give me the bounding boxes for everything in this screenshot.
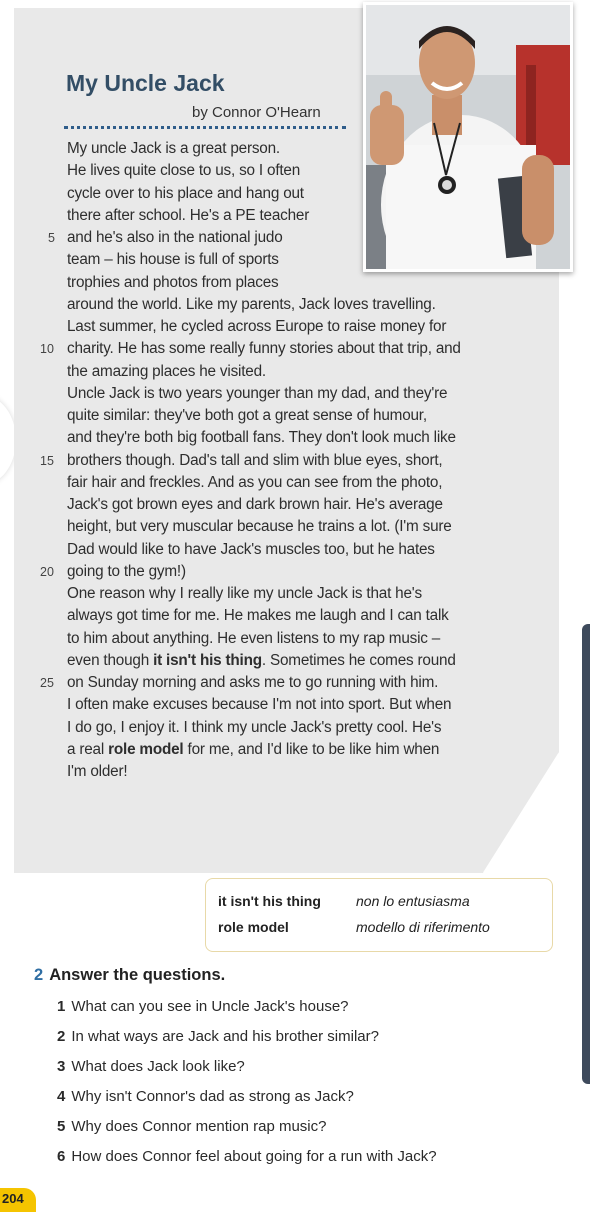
article-line [67,183,304,205]
article-line [67,450,442,472]
article-line [67,383,447,405]
article-line [67,160,300,182]
article-line-text: He lives quite close to us, so I often [67,162,301,180]
article-line-text: going to the gym!) [67,562,186,580]
question-item [57,1118,326,1135]
article-line [67,472,442,494]
glossary-highlight: it isn't his thing [153,651,262,669]
question-text: In what ways are Jack and his brother similar? [71,1028,379,1045]
article-line-text: fair hair and freckles. And as you can see from the photo, [67,473,443,491]
question-number: 5 [57,1118,66,1135]
article-line-text: charity. He has some really funny stories about that trip, and [67,340,461,358]
article-line [67,205,309,227]
article-line-text: the amazing places he visited. [67,362,266,380]
article-line-text: and they're both big football fans. They don't look much like [67,429,456,447]
decorative-circle [0,395,16,485]
article-line-text: for me, and I'd like to be like him when [183,740,440,758]
article-line [67,494,443,516]
article-line-text: there after school. He's a PE teacher [67,206,310,224]
article-line-text: I do go, I enjoy it. I think my uncle Jack's pretty cool. He's [67,718,442,736]
exercise-heading-text: Answer the questions. [49,966,226,984]
article-line [67,761,127,783]
line-number: 5 [48,231,55,245]
page-number: 204 [0,1188,36,1212]
article-line-text: brothers though. Dad's tall and slim with blue eyes, short, [67,451,443,469]
dotted-divider [64,126,346,129]
glossary-box [205,878,553,952]
photo-illustration [366,5,570,269]
article-line-text: I'm older! [67,763,128,780]
article-line [67,138,280,160]
article-line-text: to him about anything. He even listens to my rap music – [67,629,441,647]
article-line-text: Dad would like to have Jack's muscles too, but he hates [67,540,435,558]
question-item [57,1148,437,1165]
question-text: Why isn't Connor's dad as strong as Jack? [71,1088,354,1105]
question-number: 3 [57,1058,66,1075]
article-line [67,294,436,316]
line-number: 20 [40,564,54,579]
article-line-text: height, but very muscular because he trains a lot. (I'm sure [67,518,452,536]
article-title: My Uncle Jack [66,70,225,96]
article-line [67,227,283,249]
article-line [67,539,435,561]
line-number: 15 [40,453,54,468]
article-line [67,694,451,716]
article-line-text: trophies and photos from places [67,273,279,291]
uncle-jack-photo [363,2,573,272]
article-line-text: One reason why I really like my uncle Jack is that he's [67,585,422,602]
article-line-text: . Sometimes he comes round [261,651,456,669]
article-line-text: cycle over to his place and hang out [67,184,304,202]
question-text: How does Connor feel about going for a run with Jack? [71,1148,437,1165]
question-text: What does Jack look like? [71,1058,245,1075]
article-line [67,249,279,271]
question-text: Why does Connor mention rap music? [71,1118,327,1135]
article-line-text: always got time for me. He makes me laugh and I can talk [67,607,449,625]
question-number: 2 [57,1028,66,1045]
article-line-text: and he's also in the national judo [67,229,283,246]
article-line-text: My uncle Jack is a great person. [67,140,280,157]
article-line [67,427,456,449]
article-line-text: Jack's got brown eyes and dark brown hair. He's average [67,496,443,513]
article-line-text: around the world. Like my parents, Jack loves travelling. [67,295,436,313]
article-line-text: Uncle Jack is two years younger than my dad, and they're [67,384,448,402]
question-number: 6 [57,1148,66,1165]
glossary-translation: non lo entusiasma [356,893,470,909]
article-line-text: team – his house is full of sports [67,251,279,269]
glossary-term: it isn't his thing [218,893,321,909]
article-line-text: Last summer, he cycled across Europe to raise money for [67,318,447,335]
article-line-text: quite similar: they've both got a great sense of humour, [67,407,427,424]
glossary-term: role model [218,919,289,935]
question-item [57,1058,245,1075]
question-item [57,1028,379,1045]
article-line-text: I often make excuses because I'm not into sport. But when [67,696,452,714]
article-line [67,338,461,360]
article-line [67,605,449,627]
side-tab [582,624,590,1084]
question-item [57,1088,354,1105]
question-number: 4 [57,1088,66,1105]
article-line-text: a real [67,740,109,758]
article-line [67,561,186,583]
question-item [57,998,349,1015]
article-line [67,672,438,694]
article-byline: by Connor O'Hearn [192,104,321,121]
glossary-highlight: role model [108,740,184,758]
article-line-text: on Sunday morning and asks me to go running with him. [67,674,439,691]
question-number: 1 [57,998,66,1015]
article-line [67,583,422,605]
article-line [67,516,452,538]
exercise-heading [34,966,225,985]
line-number: 25 [40,676,54,690]
article-line [67,628,440,650]
article-line [67,650,456,672]
article-line [67,316,446,338]
article-line [67,361,266,383]
article-line [67,739,439,761]
article-line [67,717,441,739]
article-line [67,405,427,427]
question-text: What can you see in Uncle Jack's house? [71,998,349,1015]
article-line [67,272,278,294]
glossary-translation: modello di riferimento [356,919,490,935]
exercise-number: 2 [34,966,44,984]
article-line-text: even though [67,651,154,669]
line-number: 10 [40,342,54,357]
